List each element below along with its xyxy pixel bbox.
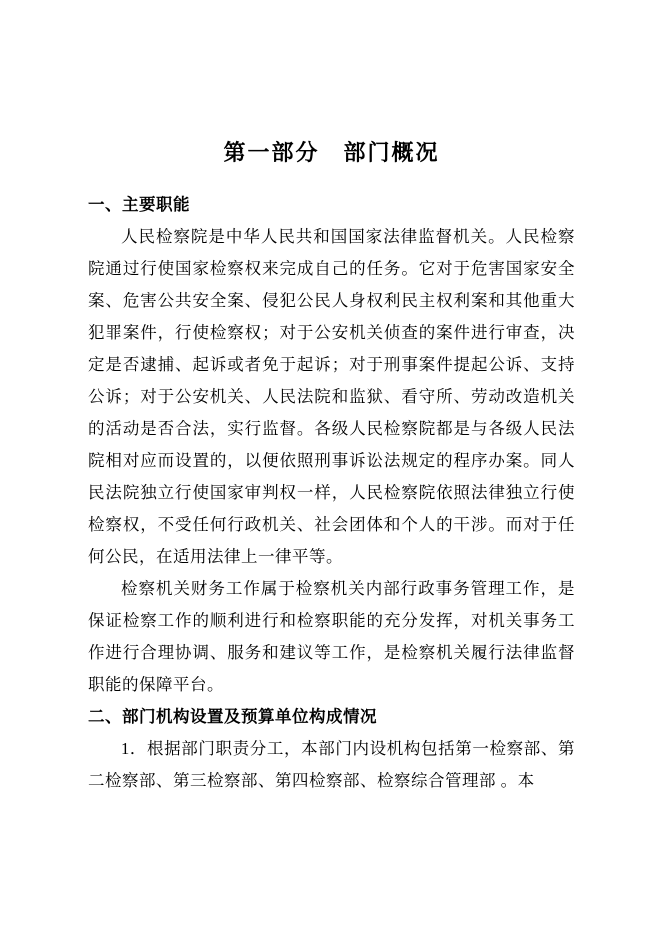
page-title: 第一部分 部门概况 [223, 140, 440, 165]
paragraph-functions-1: 人民检察院是中华人民共和国国家法律监督机关。人民检察院通过行使国家检察权来完成自己的任务。它对于危害国家安全案、危害公共安全案、侵犯公民人身权利民主权利案和其他重大犯罪案件，行使检察权；对于公安机关侦查的案件进行审查，决定是否逮捕、起诉或者免于起诉；对于刑事案件提起公诉、支持公诉；对于公安机关、人民法院和监狱、看守所、劳动改造机关的活动是否合法，实行监督。各级人民检察院都是与各级人民法院相对应而设置的，以便依照刑事诉讼法规定的程序办案。同人民法院独立行使国家审判权一样，人民检察院依照法律独立行使检察权，不受任何行政机关、社会团体和个人的干涉。而对于任何公民，在适用法律上一律平等。 [88, 227, 575, 566]
paragraph-org-structure-1: 1．根据部门职责分工，本部门内设机构包括第一检察部、第二检察部、第三检察部、第四检察部、检察综合管理部 。本 [88, 739, 575, 790]
section-heading-org-structure: 二、部门机构设置及预算单位构成情况 [88, 708, 377, 726]
paragraph-functions-2: 检察机关财务工作属于检察机关内部行政事务管理工作，是保证检察工作的顺利进行和检察职能的充分发挥，对机关事务工作进行合理协调、服务和建议等工作，是检察机关履行法律监督职能的保障平台。 [88, 579, 575, 694]
section-heading-main-functions: 一、主要职能 [88, 196, 190, 214]
